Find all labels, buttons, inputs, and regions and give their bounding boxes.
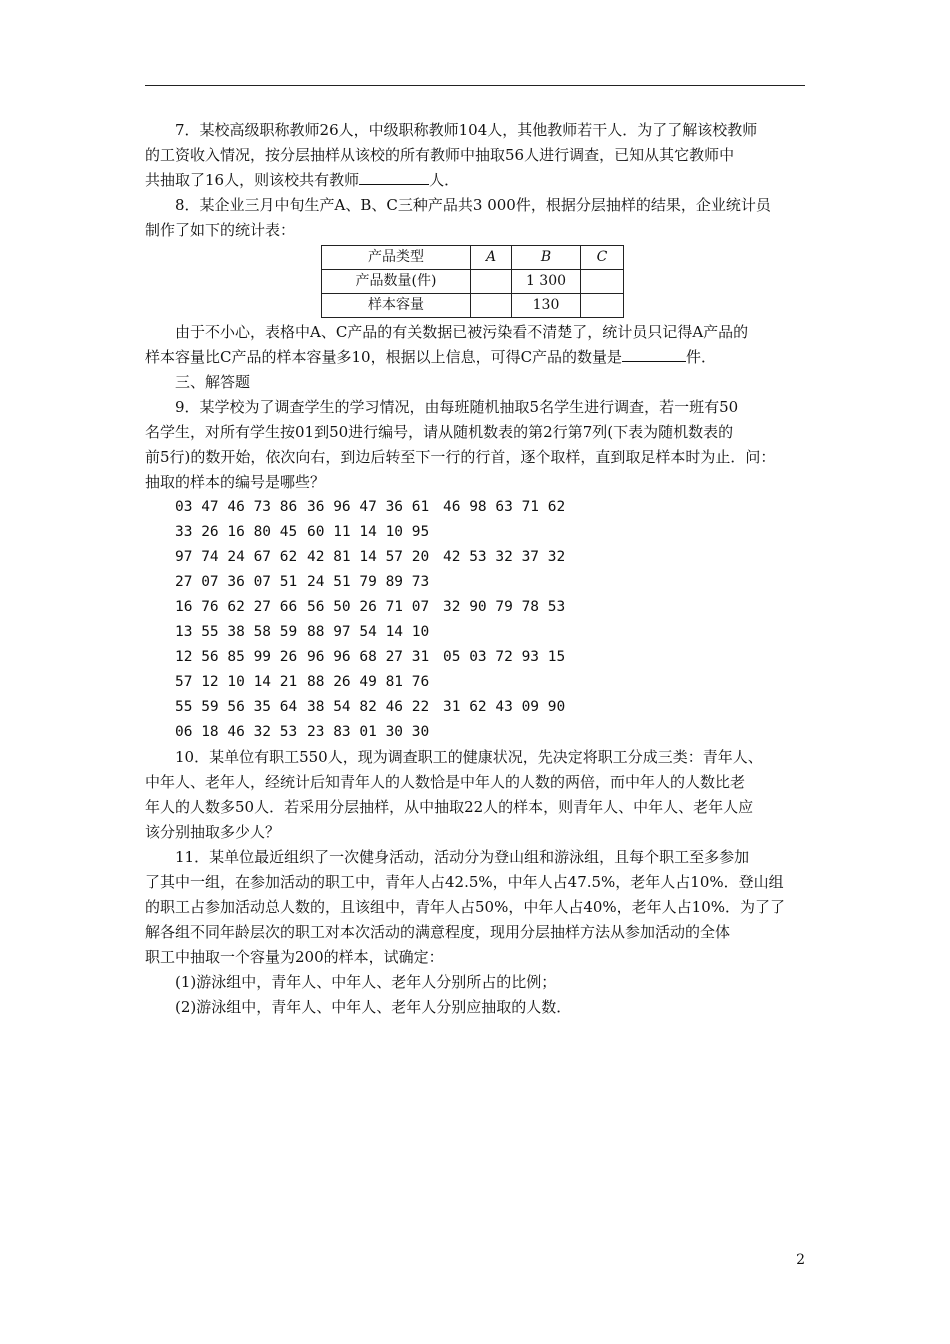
number-group: 88 26 49 81 76 bbox=[307, 674, 430, 690]
product-stat-table bbox=[321, 245, 624, 318]
number-group: 16 76 62 27 66 bbox=[175, 599, 298, 615]
question-9 bbox=[145, 395, 810, 745]
q8-line: 8．某企业三月中旬生产A、B、C三种产品共3 000件，根据分层抽样的结果，企业统计员 bbox=[175, 196, 771, 214]
number-group: 32 90 79 78 53 bbox=[443, 599, 566, 615]
section-heading: 三、解答题 bbox=[175, 373, 251, 391]
q8-text: 样本容量比C产品的样本容量多10，根据以上信息，可得C产品的数量是 bbox=[145, 348, 623, 366]
number-group: 12 56 85 99 26 bbox=[175, 649, 298, 665]
q11-line: 了其中一组，在参加活动的职工中，青年人占42.5%，中年人占47.5%，老年人占10%．登山组 bbox=[145, 873, 784, 891]
random-row bbox=[175, 495, 810, 520]
q9-line: 名学生，对所有学生按01到50进行编号，请从随机数表的第2行第7列(下表为随机数表的 bbox=[145, 423, 734, 441]
q8-line: 制作了如下的统计表： bbox=[145, 221, 296, 239]
number-group: 96 96 68 27 31 bbox=[307, 649, 430, 665]
header-rule bbox=[145, 85, 805, 86]
random-row bbox=[175, 620, 810, 645]
table-row bbox=[322, 294, 624, 318]
table-row bbox=[322, 270, 624, 294]
q11-line: 11．某单位最近组织了一次健身活动，活动分为登山组和游泳组，且每个职工至多参加 bbox=[175, 848, 750, 866]
question-10 bbox=[145, 745, 810, 845]
q11-subquestion: (2)游泳组中，青年人、中年人、老年人分别应抽取的人数． bbox=[175, 998, 572, 1016]
random-row bbox=[175, 570, 810, 595]
number-group: 46 98 63 71 62 bbox=[443, 499, 566, 515]
number-group: 06 18 46 32 53 bbox=[175, 724, 298, 740]
q8-line: 由于不小心，表格中A、C产品的有关数据已被污染看不清楚了，统计员只记得A产品的 bbox=[175, 323, 749, 341]
q10-line: 该分别抽取多少人？ bbox=[145, 823, 281, 841]
table-cell: 1 300 bbox=[512, 270, 581, 294]
random-row bbox=[175, 670, 810, 695]
number-group: 42 81 14 57 20 bbox=[307, 549, 430, 565]
q10-line: 10．某单位有职工550人，现为调查职工的健康状况，先决定将职工分成三类：青年人、 bbox=[175, 748, 763, 766]
question-7 bbox=[145, 118, 810, 193]
answer-blank bbox=[359, 169, 429, 185]
random-row bbox=[175, 545, 810, 570]
q11-line: 的职工占参加活动总人数的，且该组中，青年人占50%，中年人占40%，老年人占10%．为了了 bbox=[145, 898, 786, 916]
q10-line: 年人的人数多50人．若采用分层抽样，从中抽取22人的样本，则青年人、中年人、老年人应 bbox=[145, 798, 754, 816]
q8-text: 件． bbox=[686, 348, 717, 366]
q9-line: 9．某学校为了调查学生的学习情况，由每班随机抽取5名学生进行调查，若一班有50 bbox=[175, 398, 739, 416]
random-row bbox=[175, 720, 810, 745]
page-number: 2 bbox=[796, 1252, 805, 1268]
table-cell bbox=[471, 294, 512, 318]
number-group: 60 11 14 10 95 bbox=[307, 524, 430, 540]
table-header-cell: B bbox=[512, 246, 581, 270]
q10-line: 中年人、老年人，经统计后知青年人的人数恰是中年人的人数的两倍，而中年人的人数比老 bbox=[145, 773, 746, 791]
question-11 bbox=[145, 845, 810, 1020]
number-group: 88 97 54 14 10 bbox=[307, 624, 430, 640]
q9-line: 抽取的样本的编号是哪些？ bbox=[145, 473, 326, 491]
number-group: 42 53 32 37 32 bbox=[443, 549, 566, 565]
q8-line bbox=[145, 345, 810, 370]
number-group: 03 47 46 73 86 bbox=[175, 499, 298, 515]
table-cell bbox=[581, 294, 624, 318]
q11-subquestion: (1)游泳组中，青年人、中年人、老年人分别所占的比例； bbox=[175, 973, 557, 991]
number-group: 36 96 47 36 61 bbox=[307, 499, 430, 515]
number-group: 55 59 56 35 64 bbox=[175, 699, 298, 715]
number-group: 23 83 01 30 30 bbox=[307, 724, 430, 740]
answer-blank bbox=[622, 346, 686, 362]
q7-text: 人． bbox=[429, 171, 460, 189]
q11-line: 职工中抽取一个容量为200的样本，试确定： bbox=[145, 948, 444, 966]
q7-line: 7．某校高级职称教师26人，中级职称教师104人，其他教师若干人．为了了解该校教师 bbox=[175, 121, 758, 139]
document-body bbox=[145, 118, 810, 1020]
table-header-row bbox=[322, 246, 624, 270]
q7-line bbox=[145, 168, 810, 193]
table-header-cell: A bbox=[471, 246, 512, 270]
number-group: 24 51 79 89 73 bbox=[307, 574, 430, 590]
q9-line: 前5行)的数开始，依次向右，到边后转至下一行的行首，逐个取样，直到取足样本时为止．问： bbox=[145, 448, 776, 466]
table-header-cell: C bbox=[581, 246, 624, 270]
table-cell bbox=[581, 270, 624, 294]
question-8 bbox=[145, 193, 810, 370]
table-cell bbox=[471, 270, 512, 294]
number-group: 38 54 82 46 22 bbox=[307, 699, 430, 715]
number-group: 57 12 10 14 21 bbox=[175, 674, 298, 690]
q7-text: 共抽取了16人，则该校共有教师 bbox=[145, 171, 360, 189]
number-group: 27 07 36 07 51 bbox=[175, 574, 298, 590]
number-group: 31 62 43 09 90 bbox=[443, 699, 566, 715]
table-cell: 130 bbox=[512, 294, 581, 318]
q7-line: 的工资收入情况，按分层抽样从该校的所有教师中抽取56人进行调查，已知从其它教师中 bbox=[145, 146, 735, 164]
number-group: 56 50 26 71 07 bbox=[307, 599, 430, 615]
number-group: 13 55 38 58 59 bbox=[175, 624, 298, 640]
random-row bbox=[175, 695, 810, 720]
q11-line: 解各组不同年龄层次的职工对本次活动的满意程度，现用分层抽样方法从参加活动的全体 bbox=[145, 923, 731, 941]
table-header-cell: 产品类型 bbox=[322, 246, 471, 270]
random-row bbox=[175, 595, 810, 620]
number-group: 33 26 16 80 45 bbox=[175, 524, 298, 540]
number-group: 05 03 72 93 15 bbox=[443, 649, 566, 665]
table-cell: 样本容量 bbox=[322, 294, 471, 318]
random-row bbox=[175, 645, 810, 670]
table-cell: 产品数量(件) bbox=[322, 270, 471, 294]
random-row bbox=[175, 520, 810, 545]
number-group: 97 74 24 67 62 bbox=[175, 549, 298, 565]
random-number-table bbox=[145, 495, 810, 745]
